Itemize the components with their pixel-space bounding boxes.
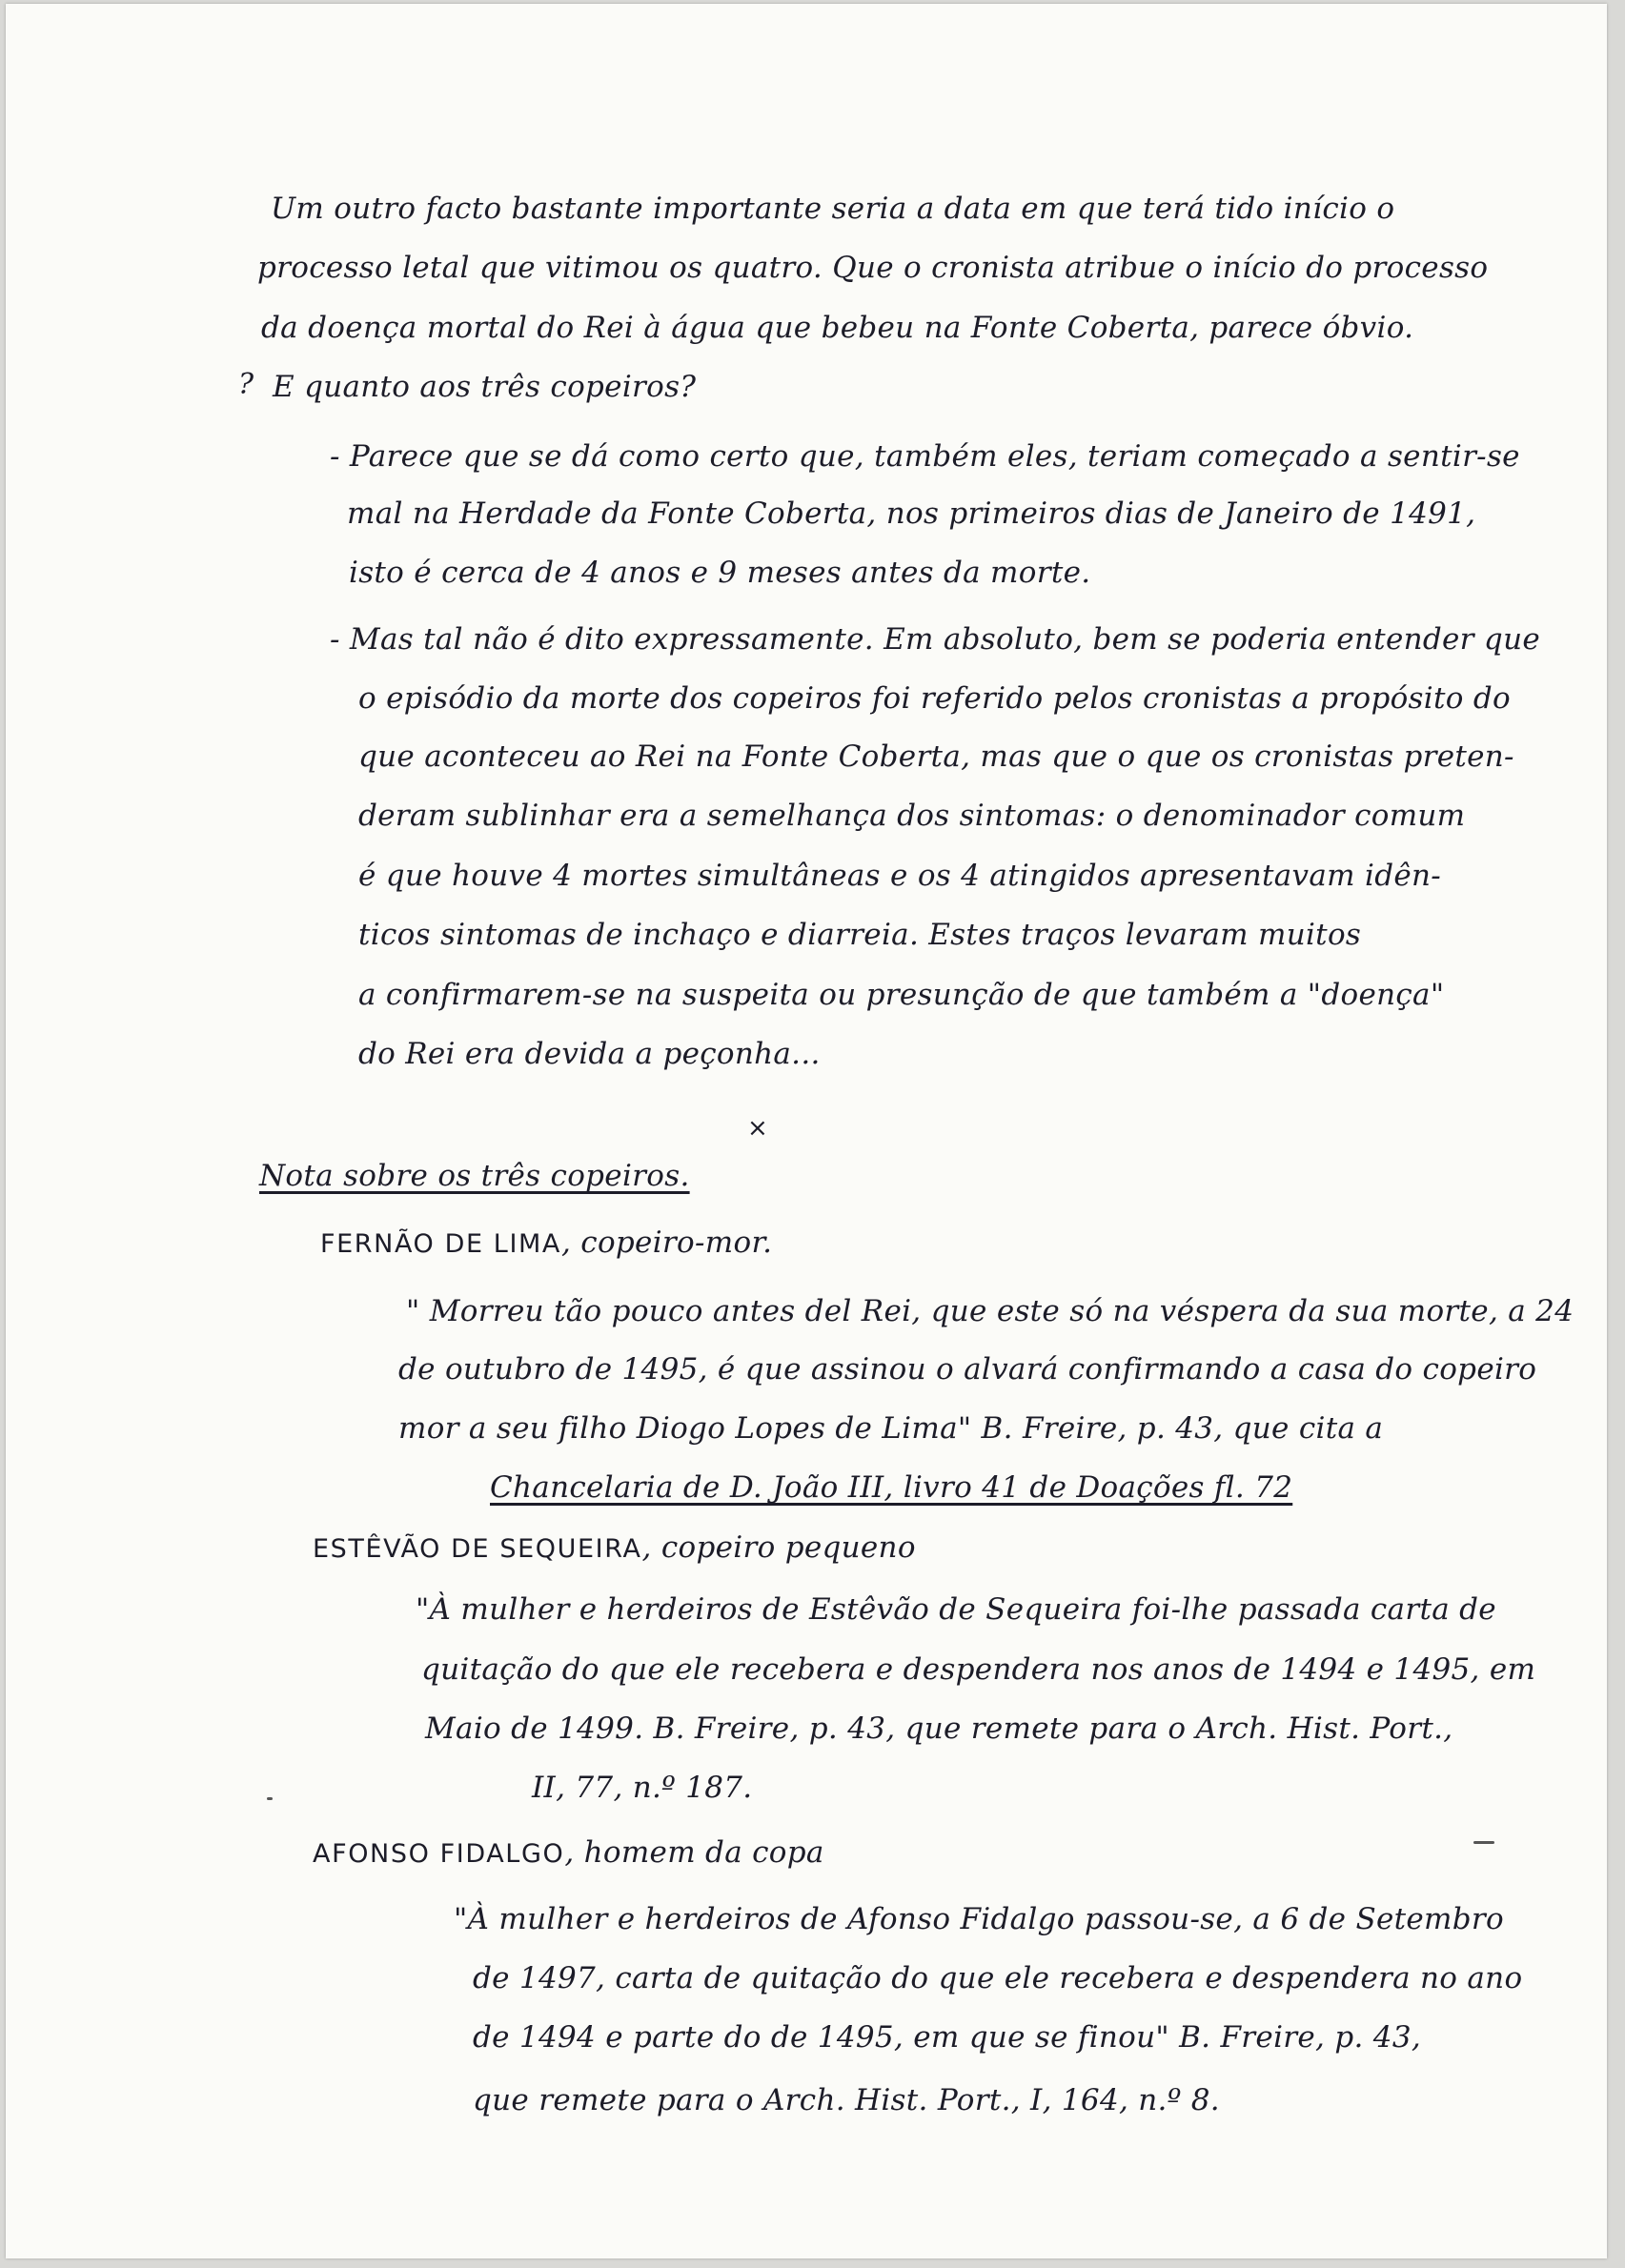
person-role: , copeiro-mor. (560, 1225, 773, 1260)
manuscript-page (6, 4, 1607, 2258)
quote-line: "À mulher e herdeiros de Estêvão de Sequeira foi-lhe passada carta de (416, 1592, 1496, 1627)
text-line: que aconteceu ao Rei na Fonte Coberta, mas que o que os cronistas preten- (358, 739, 1514, 774)
quote-line: quitação do que ele recebera e despendera nos anos de 1494 e 1495, em (421, 1652, 1536, 1687)
note-title: Nota sobre os três copeiros. (259, 1159, 690, 1193)
text-line: do Rei era devida a peçonha... (358, 1037, 821, 1071)
quote-line: II, 77, n.º 187. (532, 1771, 753, 1805)
person-name: FERNÃO DE LIMA (320, 1229, 561, 1259)
separator-mark: × (747, 1114, 768, 1143)
text-line: a confirmarem-se na suspeita ou presunção de que também a "doença" (358, 978, 1445, 1012)
quote-line: de 1497, carta de quitação do que ele recebera e despendera no ano (473, 1961, 1523, 1995)
text-line: - Parece que se dá como certo que, também eles, teriam começado a sentir-se (330, 439, 1520, 474)
person-name: ESTÊVÃO DE SEQUEIRA (313, 1534, 642, 1564)
quote-line: mor a seu filho Diogo Lopes de Lima" B. Freire, p. 43, que cita a (398, 1411, 1384, 1446)
person-role: , homem da copa (564, 1835, 824, 1870)
quote-line: " Morreu tão pouco antes del Rei, que este só na véspera da sua morte, a 24 (406, 1294, 1574, 1328)
entry-heading (313, 1529, 916, 1569)
text-line: da doença mortal do Rei à água que bebeu na Fonte Coberta, parece óbvio. (261, 311, 1414, 345)
quote-line: "À mulher e herdeiros de Afonso Fidalgo passou-se, a 6 de Setembro (454, 1902, 1504, 1936)
text-line: Um outro facto bastante importante seria a data em que terá tido início o (271, 192, 1395, 226)
quote-line: Chancelaria de D. João III, livro 41 de Doações fl. 72 (490, 1470, 1293, 1505)
text-line: - Mas tal não é dito expressamente. Em absoluto, bem se poderia entender que (330, 622, 1540, 657)
text-line: o episódio da morte dos copeiros foi referido pelos cronistas a propósito do (358, 681, 1511, 716)
quote-line: Maio de 1499. B. Freire, p. 43, que remete para o Arch. Hist. Port., (425, 1711, 1453, 1746)
person-name: AFONSO FIDALGO (313, 1839, 565, 1869)
text-line: mal na Herdade da Fonte Coberta, nos primeiros dias de Janeiro de 1491, (347, 496, 1476, 531)
text-line: é que houve 4 mortes simultâneas e os 4 atingidos apresentavam idên- (358, 859, 1442, 893)
quote-line: de outubro de 1495, é que assinou o alvará confirmando a casa do copeiro (398, 1352, 1537, 1387)
margin-mark: ? (238, 368, 254, 401)
question-line: E quanto aos três copeiros? (273, 370, 697, 404)
text-line: deram sublinhar era a semelhança dos sintomas: o denominador comum (358, 799, 1466, 833)
text-line: processo letal que vitimou os quatro. Que o cronista atribue o início do processo (257, 251, 1489, 285)
entry-heading (320, 1224, 772, 1264)
person-role: , copeiro pequeno (641, 1530, 916, 1565)
quote-line: de 1494 e parte do de 1495, em que se finou" B. Freire, p. 43, (473, 2020, 1422, 2055)
text-line: isto é cerca de 4 anos e 9 meses antes da morte. (349, 556, 1091, 590)
entry-heading (313, 1833, 824, 1873)
paper-speck (1473, 1841, 1494, 1844)
text-line: ticos sintomas de inchaço e diarreia. Estes traços levaram muitos (358, 918, 1362, 952)
paper-speck (267, 1797, 273, 1800)
quote-line: que remete para o Arch. Hist. Port., I, 164, n.º 8. (473, 2083, 1220, 2117)
